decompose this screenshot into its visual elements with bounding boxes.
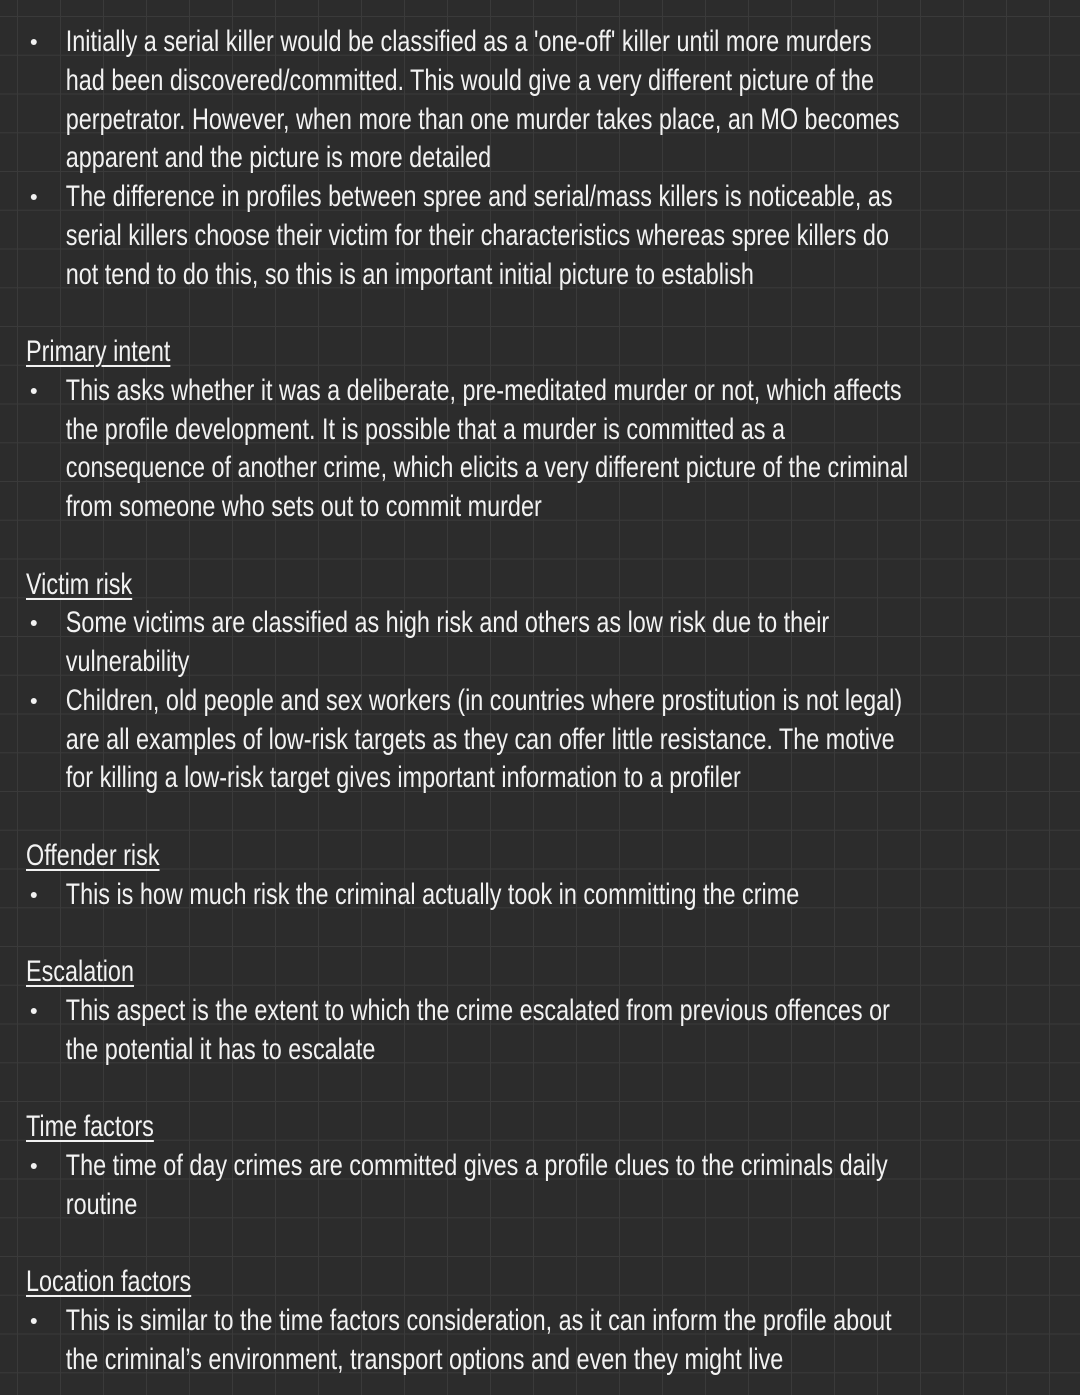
spacer — [26, 1069, 1056, 1108]
bullet-text-line: for killing a low-risk target gives important information to a profiler — [65, 761, 741, 795]
section-heading: Offender risk — [26, 838, 160, 872]
bullet-text-line: This is how much risk the criminal actually took in committing the crime — [65, 877, 800, 911]
bullet-item — [26, 372, 1056, 527]
bullet-text-line: Some victims are classified as high risk and others as low risk due to their — [65, 606, 830, 640]
bullet-item — [26, 992, 1056, 1070]
bullet-item — [26, 23, 1056, 178]
spacer — [26, 294, 1056, 333]
spacer — [26, 914, 1056, 953]
section-heading: Victim risk — [26, 567, 133, 601]
bullet-text-line: consequence of another crime, which elicits a very different picture of the criminal — [65, 451, 909, 485]
section-heading: Primary intent — [26, 335, 171, 368]
section-heading: Escalation — [26, 955, 134, 988]
bullet-icon — [31, 39, 37, 45]
bullet-item — [26, 682, 1056, 798]
spacer — [26, 798, 1056, 837]
bullet-icon — [31, 1163, 37, 1169]
spacer — [26, 1224, 1056, 1263]
bullet-item — [26, 876, 1056, 915]
bullet-text-line: the criminal’s environment, transport options and even they might live — [65, 1342, 784, 1376]
bullet-text-line: The difference in profiles between spree and serial/mass killers is noticeable, as — [65, 180, 893, 213]
bullet-text-line: Children, old people and sex workers (in countries where prostitution is not legal) — [65, 683, 903, 717]
bullet-text-line: apparent and the picture is more detailed — [65, 141, 492, 175]
bullet-item — [26, 604, 1056, 682]
bullet-text-line: the profile development. It is possible that a murder is committed as a — [65, 412, 786, 446]
bullet-icon — [31, 388, 37, 394]
bullet-text-line: vulnerability — [65, 645, 190, 678]
bullet-icon — [31, 620, 37, 626]
bullet-text-line: serial killers choose their victim for their characteristics whereas spree killers do — [65, 218, 889, 252]
section-heading: Location factors — [26, 1265, 192, 1298]
bullet-text-line: This is similar to the time factors consideration, as it can inform the profile about — [65, 1303, 892, 1337]
bullet-item — [26, 1147, 1056, 1225]
bullet-item — [26, 178, 1056, 294]
bullet-icon — [31, 1318, 37, 1324]
bullet-text-line: This aspect is the extent to which the crime escalated from previous offences or — [65, 993, 890, 1027]
bullet-text-line: had been discovered/committed. This would give a very different picture of the — [65, 63, 874, 97]
bullet-icon — [31, 194, 37, 200]
bullet-text-line: routine — [65, 1187, 138, 1221]
bullet-text-line: Initially a serial killer would be classified as a 'one-off' killer until more murders — [65, 25, 872, 58]
bullet-item — [26, 1302, 1056, 1380]
bullet-text-line: from someone who sets out to commit murder — [65, 490, 542, 523]
bullet-text-line: This asks whether it was a deliberate, pre-meditated murder or not, which affects — [65, 373, 902, 407]
spacer — [26, 527, 1056, 566]
bullet-text-line: are all examples of low-risk targets as they can offer little resistance. The motive — [65, 722, 895, 756]
bullet-text-line: The time of day crimes are committed gives a profile clues to the criminals daily — [65, 1148, 888, 1182]
bullet-icon — [31, 892, 37, 898]
bullet-text-line: not tend to do this, so this is an important initial picture to establish — [65, 257, 754, 291]
bullet-icon — [31, 698, 37, 704]
bullet-text-line: perpetrator. However, when more than one murder takes place, an MO becomes — [65, 102, 900, 136]
notes-page — [26, 23, 1056, 1379]
section-heading: Time factors — [26, 1110, 154, 1143]
bullet-text-line: the potential it has to escalate — [65, 1032, 376, 1066]
bullet-icon — [31, 1008, 37, 1014]
